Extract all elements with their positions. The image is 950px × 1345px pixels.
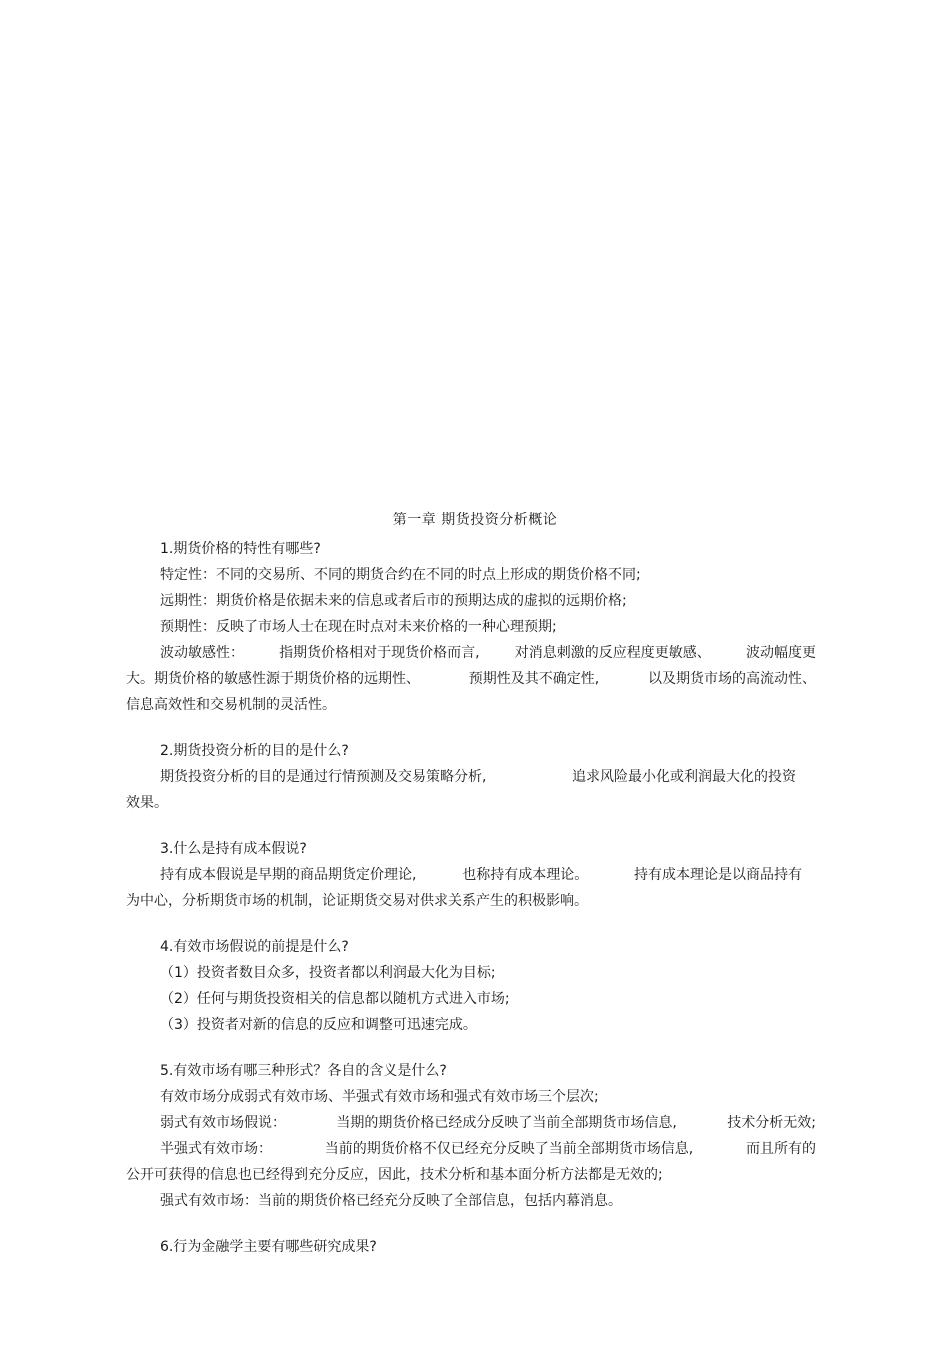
q5-line-2-part-c: 技术分析无效;: [727, 1115, 816, 1131]
q5-line-2-part-a: 弱式有效市场假说：: [160, 1115, 286, 1131]
q2-line-1: [126, 764, 796, 790]
q1-line-4-part-b: 指期货价格相对于现货价格而言,: [279, 645, 480, 661]
paragraph-gap: [126, 1214, 816, 1234]
q1-line-4-part-a: 波动敏感性：: [160, 645, 244, 661]
q4-line-2: （2）任何与期货投资相关的信息都以随机方式进入市场;: [160, 991, 510, 1007]
chapter-title: 第一章 期货投资分析概论: [392, 512, 558, 528]
question-4: 4.有效市场假说的前提是什么?: [160, 939, 349, 955]
q5-line-3-part-b: 当前的期货价格不仅已经充分反映了当前全部期货市场信息,: [324, 1141, 694, 1157]
q3-line-1-part-a: 持有成本假说是早期的商品期货定价理论,: [160, 867, 417, 883]
q1-line-2: 远期性：期货价格是依据未来的信息或者后市的预期达成的虚拟的远期价格;: [160, 593, 627, 609]
q2-line-1-part-b: 追求风险最小化或利润最大化的投资: [572, 769, 796, 785]
paragraph-gap: [126, 1038, 816, 1058]
q3-line-2: 为中心，分析期货市场的机制，论证期货交易对供求关系产生的积极影响。: [126, 893, 588, 909]
q2-line-1-part-a: 期货投资分析的目的是通过行情预测及交易策略分析,: [160, 769, 487, 785]
q1-line-6: 信息高效性和交易机制的灵活性。: [126, 697, 336, 713]
question-1: 1.期货价格的特性有哪些?: [160, 541, 321, 557]
q4-line-3: （3）投资者对新的信息的反应和调整可迅速完成。: [160, 1017, 477, 1033]
q1-line-5-part-b: 预期性及其不确定性,: [468, 671, 600, 687]
question-3: 3.什么是持有成本假说?: [160, 841, 307, 857]
q3-line-1-part-c: 持有成本理论是以商品持有: [633, 867, 802, 883]
q5-line-2-part-b: 当期的期货价格已经成分反映了当前全部期货市场信息,: [336, 1115, 677, 1131]
paragraph-gap: [126, 914, 816, 934]
q1-line-5: [126, 666, 816, 692]
q5-line-2: [126, 1110, 816, 1136]
q1-line-5-part-a: 大。期货价格的敏感性源于期货价格的远期性、: [126, 671, 420, 687]
q1-line-4: [126, 640, 816, 666]
q3-line-1: [126, 862, 802, 888]
q2-line-2: 效果。: [126, 795, 168, 811]
question-2: 2.期货投资分析的目的是什么?: [160, 743, 349, 759]
paragraph-gap: [126, 816, 816, 836]
q1-line-3: 预期性：反映了市场人士在现在时点对未来价格的一种心理预期;: [160, 619, 557, 635]
q1-line-4-part-d: 波动幅度更: [745, 645, 816, 661]
q4-line-1: （1）投资者数目众多，投资者都以利润最大化为目标;: [160, 965, 496, 981]
paragraph-gap: [126, 718, 816, 738]
q3-line-1-part-b: 也称持有成本理论。: [462, 867, 589, 883]
question-6: 6.行为金融学主要有哪些研究成果?: [160, 1239, 377, 1255]
q1-line-1: 特定性：不同的交易所、不同的期货合约在不同的时点上形成的期货价格不同;: [160, 567, 641, 583]
q1-line-5-part-c: 以及期货市场的高流动性、: [647, 671, 816, 687]
question-5: 5.有效市场有哪三种形式？各自的含义是什么?: [160, 1063, 447, 1079]
q5-line-5: 强式有效市场：当前的期货价格已经充分反映了全部信息，包括内幕消息。: [160, 1193, 622, 1209]
q5-line-3-part-a: 半强式有效市场：: [160, 1141, 272, 1157]
q5-line-1: 有效市场分成弱式有效市场、半强式有效市场和强式有效市场三个层次;: [160, 1089, 599, 1105]
q5-line-4: 公开可获得的信息也已经得到充分反应，因此，技术分析和基本面分析方法都是无效的;: [126, 1167, 663, 1183]
q5-line-3-part-c: 而且所有的: [745, 1141, 816, 1157]
q5-line-3: [126, 1136, 816, 1162]
document-body: [126, 536, 816, 1260]
q1-line-4-part-c: 对消息刺激的反应程度更敏感、: [514, 645, 711, 661]
